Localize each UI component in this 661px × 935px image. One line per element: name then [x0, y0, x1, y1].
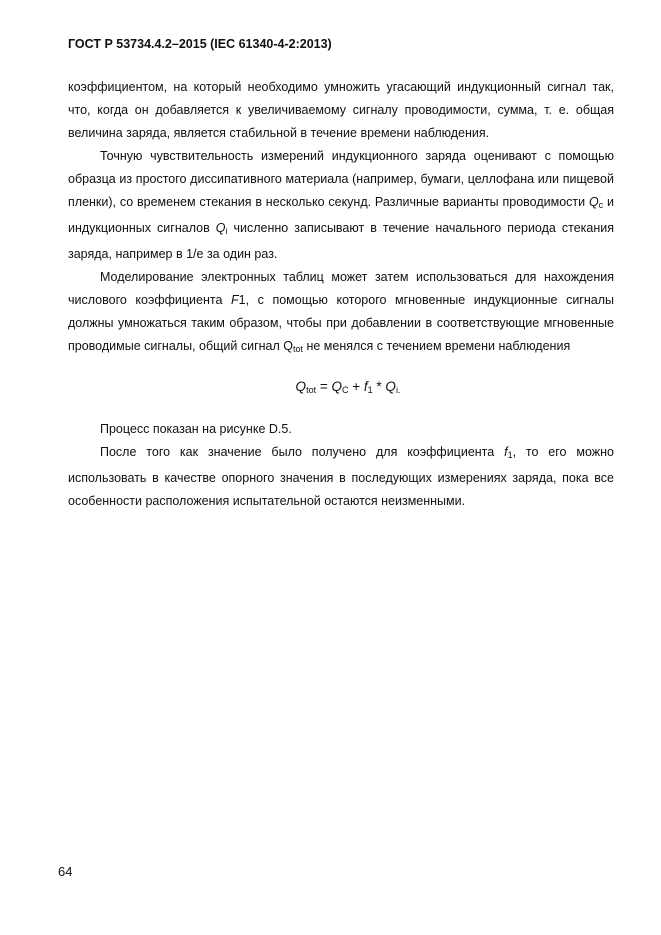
paragraph-2-text-a: Точную чувствительность измерений индукционного заряда оценивают с помощью образца из простого диссипативного материала (например, бумаги, целлофана или пищевой пленки), со временем стекания в несколько секунд. Различные варианты проводимости [68, 149, 614, 209]
paragraph-2-text-b: и индукционных сигналов [68, 195, 614, 235]
formula [68, 375, 614, 402]
symbol-q-i: Q [215, 221, 226, 235]
formula-q2-sub: i. [395, 385, 401, 395]
symbol-q-i-sub: i [225, 226, 228, 236]
formula-f: f [363, 379, 368, 394]
symbol-f1-sub: 1 [507, 450, 513, 460]
paragraph-5-text-b: , то его можно использовать в качестве опорного значения в последующих измерениях заряда, пока все особенности расположения испытательной остаются неизменными. [68, 445, 614, 508]
paragraph-5-text-a: После того как значение было получено для коэффициента [100, 445, 505, 459]
formula-equals: = [316, 379, 332, 394]
paragraph-3-text-b: , с помощью которого мгновенные индукционные сигналы должны умножаться таким образом, чтобы при добавлении в соответствующие мгновенные проводимые сигналы, общий сигнал [68, 293, 615, 353]
paragraph-4: Процесс показан на рисунке D.5. [100, 422, 292, 436]
symbol-f-num: 1 [238, 293, 246, 307]
formula-f-sub: 1 [367, 385, 373, 395]
symbol-f1: f [504, 445, 508, 459]
formula-q1-sub: C [341, 385, 349, 395]
paragraph-1: коэффициентом, на который необходимо умножить угасающий индукционный сигнал так, что, когда он добавляется к увеличиваемому сигналу проводимости, сумма, т. е. общая величина заряда, является стабильной в течение времени наблюдения. [68, 80, 614, 140]
paragraph-5 [68, 441, 614, 513]
symbol-q-tot-sub: tot [292, 344, 303, 354]
paragraph-3-text-a: Моделирование электронных таблиц может затем использоваться для нахождения числового коэффициента [68, 270, 614, 307]
formula-lhs-sub: tot [306, 385, 317, 395]
formula-plus: + [348, 379, 364, 394]
symbol-q-tot: Q [283, 339, 293, 353]
symbol-q-c-sub: c [598, 200, 604, 210]
paragraph-3 [68, 266, 614, 361]
paragraph-3-text-c: не менялся с течением времени наблюдения [303, 339, 571, 353]
page-number: 64 [58, 864, 73, 879]
paragraph-2 [68, 145, 614, 266]
formula-times: * [372, 379, 386, 394]
formula-q1: Q [331, 379, 342, 394]
formula-q2: Q [385, 379, 396, 394]
symbol-f: F [231, 293, 239, 307]
document-body [68, 76, 614, 513]
paragraph-2-text-c: численно записывают в течение начального периода стекания заряда, например в 1/e за один раз. [68, 221, 615, 261]
document-header: ГОСТ Р 53734.4.2–2015 (IEC 61340-4-2:2013) [68, 37, 332, 51]
formula-lhs: Q [295, 379, 307, 394]
symbol-q-c: Q [588, 195, 599, 209]
